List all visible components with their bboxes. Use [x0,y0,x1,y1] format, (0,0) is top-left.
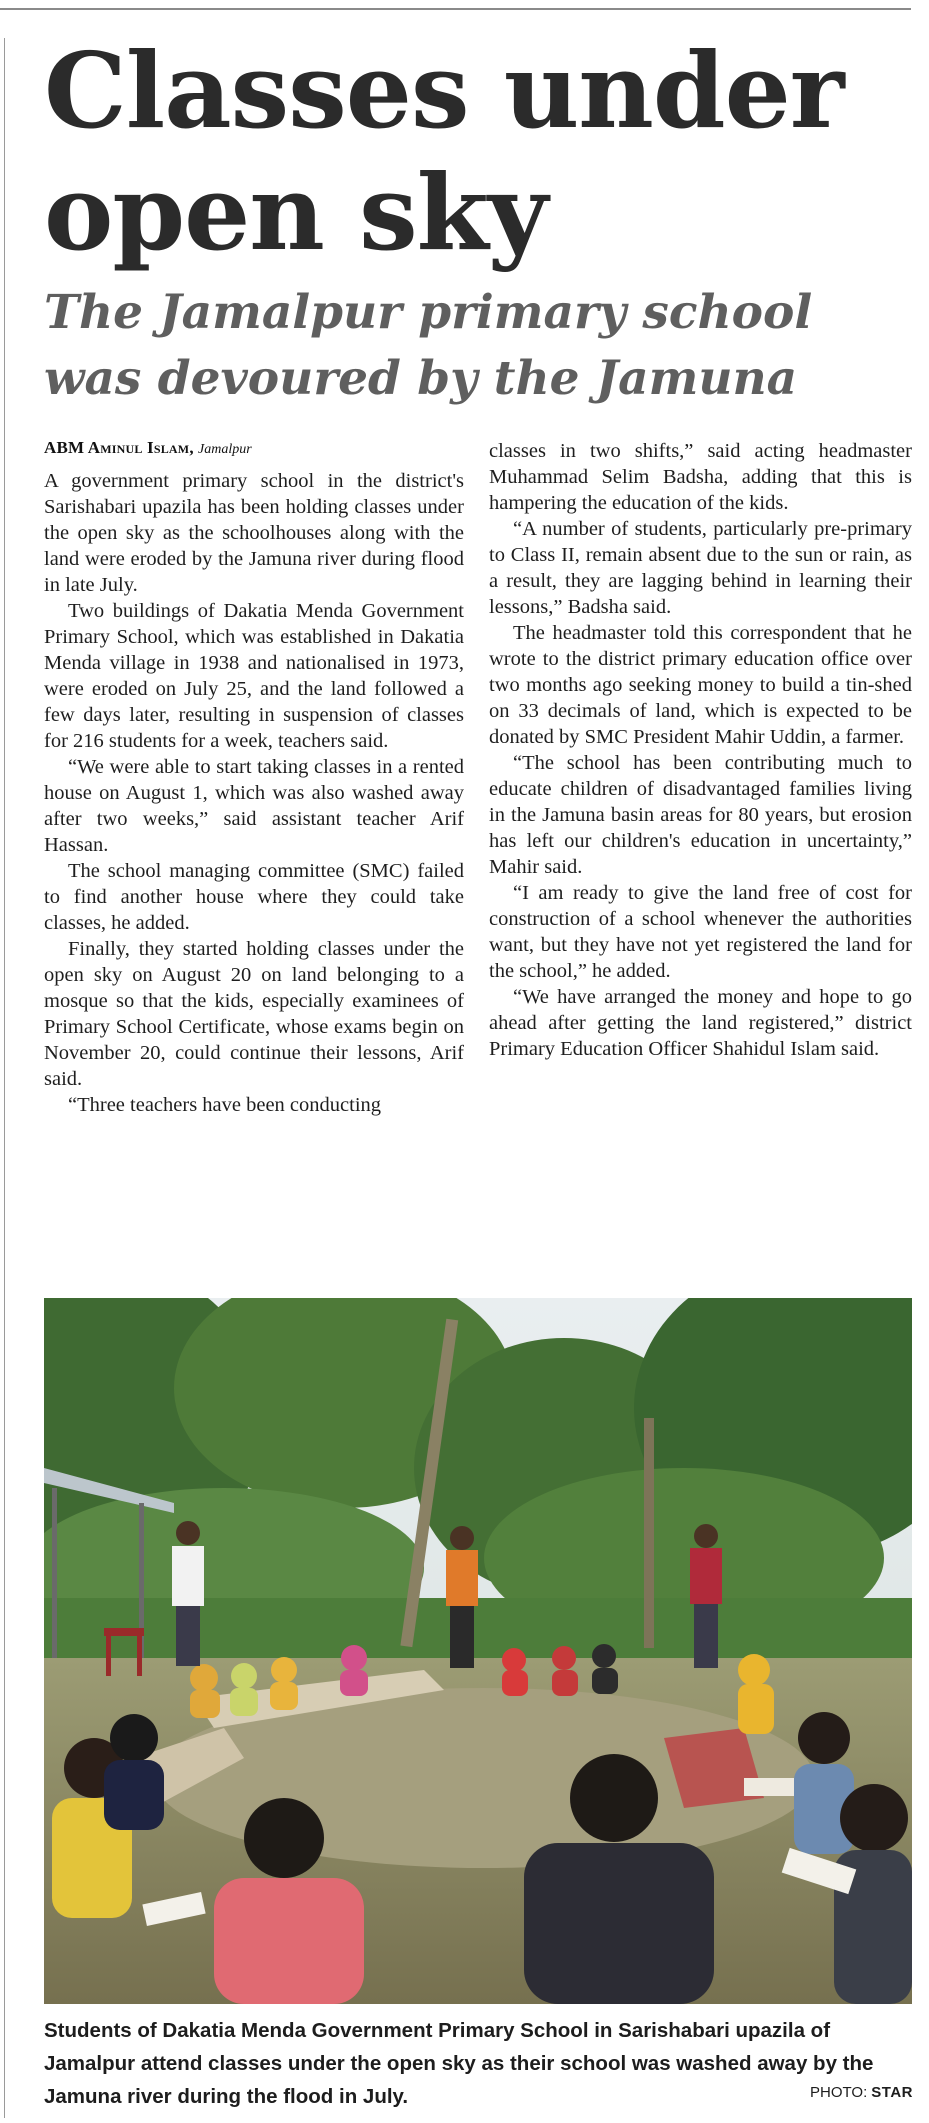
paragraph: A government primary school in the district's Sarishabari upazila has been holding classes under the open sky as the schoolhouses along with the land were eroded by the Jamuna river during flood in late July. [44,470,464,596]
paragraph: “The school has been contributing much to educate children of disadvantaged families living in the Jamuna basin areas for 80 years, but erosion has left our children's education in uncertainty,” Mahir said. [489,752,912,878]
paragraph: The headmaster told this correspondent that he wrote to the district primary education office over two months ago seeking money to build a tin-shed on 33 decimals of land, which is expected to be donated by SMC President Mahir Uddin, a farmer. [489,622,912,748]
photo-credit-label: PHOTO: [810,2084,868,2101]
byline [44,436,464,462]
paragraph: “We were able to start taking classes in a rented house on August 1, which was also washed away after two weeks,” said assistant teacher Arif Hassan. [44,756,464,856]
paragraph: classes in two shifts,” said acting headmaster Muhammad Selim Badsha, adding that this is hampering the education of the kids. [489,440,912,514]
subheadline: The Jamalpur primary school was devoured by the Jamuna [44,285,813,406]
top-rule [0,8,911,10]
paragraph: “We have arranged the money and hope to go ahead after getting the land registered,” district Primary Education Officer Shahidul Islam said. [489,986,912,1060]
article-column-right [489,438,912,1062]
paragraph: “Three teachers have been conducting [68,1094,382,1116]
photo-credit-source: STAR [871,2084,913,2101]
byline-place: Jamalpur [198,442,252,457]
column-rule [4,38,5,2118]
photo-credit [810,2084,913,2101]
paragraph: “A number of students, particularly pre-primary to Class II, remain absent due to the sun or rain, as a result, they are lagging behind in learning their lessons,” Badsha said. [489,518,912,618]
paragraph: “I am ready to give the land free of cost for construction of a school whenever the authorities want, but they have not yet registered the land for the school,” he added. [489,882,912,982]
byline-author: ABM Aminul Islam, [44,438,194,457]
paragraph: The school managing committee (SMC) failed to find another house where they could take classes, he added. [44,860,464,934]
article-column-left [44,436,464,1118]
headline: Classes under open sky [44,29,844,274]
paragraph: Finally, they started holding classes under the open sky on August 20 on land belonging to a mosque so that the kids, especially examinees of Primary School Certificate, whose exams begin on November 20, could continue their lessons, Arif said. [44,938,464,1090]
paragraph: Two buildings of Dakatia Menda Government Primary School, which was established in Dakatia Menda village in 1938 and nationalised in 1973, were eroded on July 25, and the land followed a few days later, resulting in suspension of classes for 216 students for a week, teachers said. [44,600,464,752]
photo-caption: Students of Dakatia Menda Government Primary School in Sarishabari upazila of Jamalpur attend classes under the open sky as their school was washed away by the Jamuna river during the flood in July. [44,2019,874,2108]
article-photo [44,1298,912,2004]
